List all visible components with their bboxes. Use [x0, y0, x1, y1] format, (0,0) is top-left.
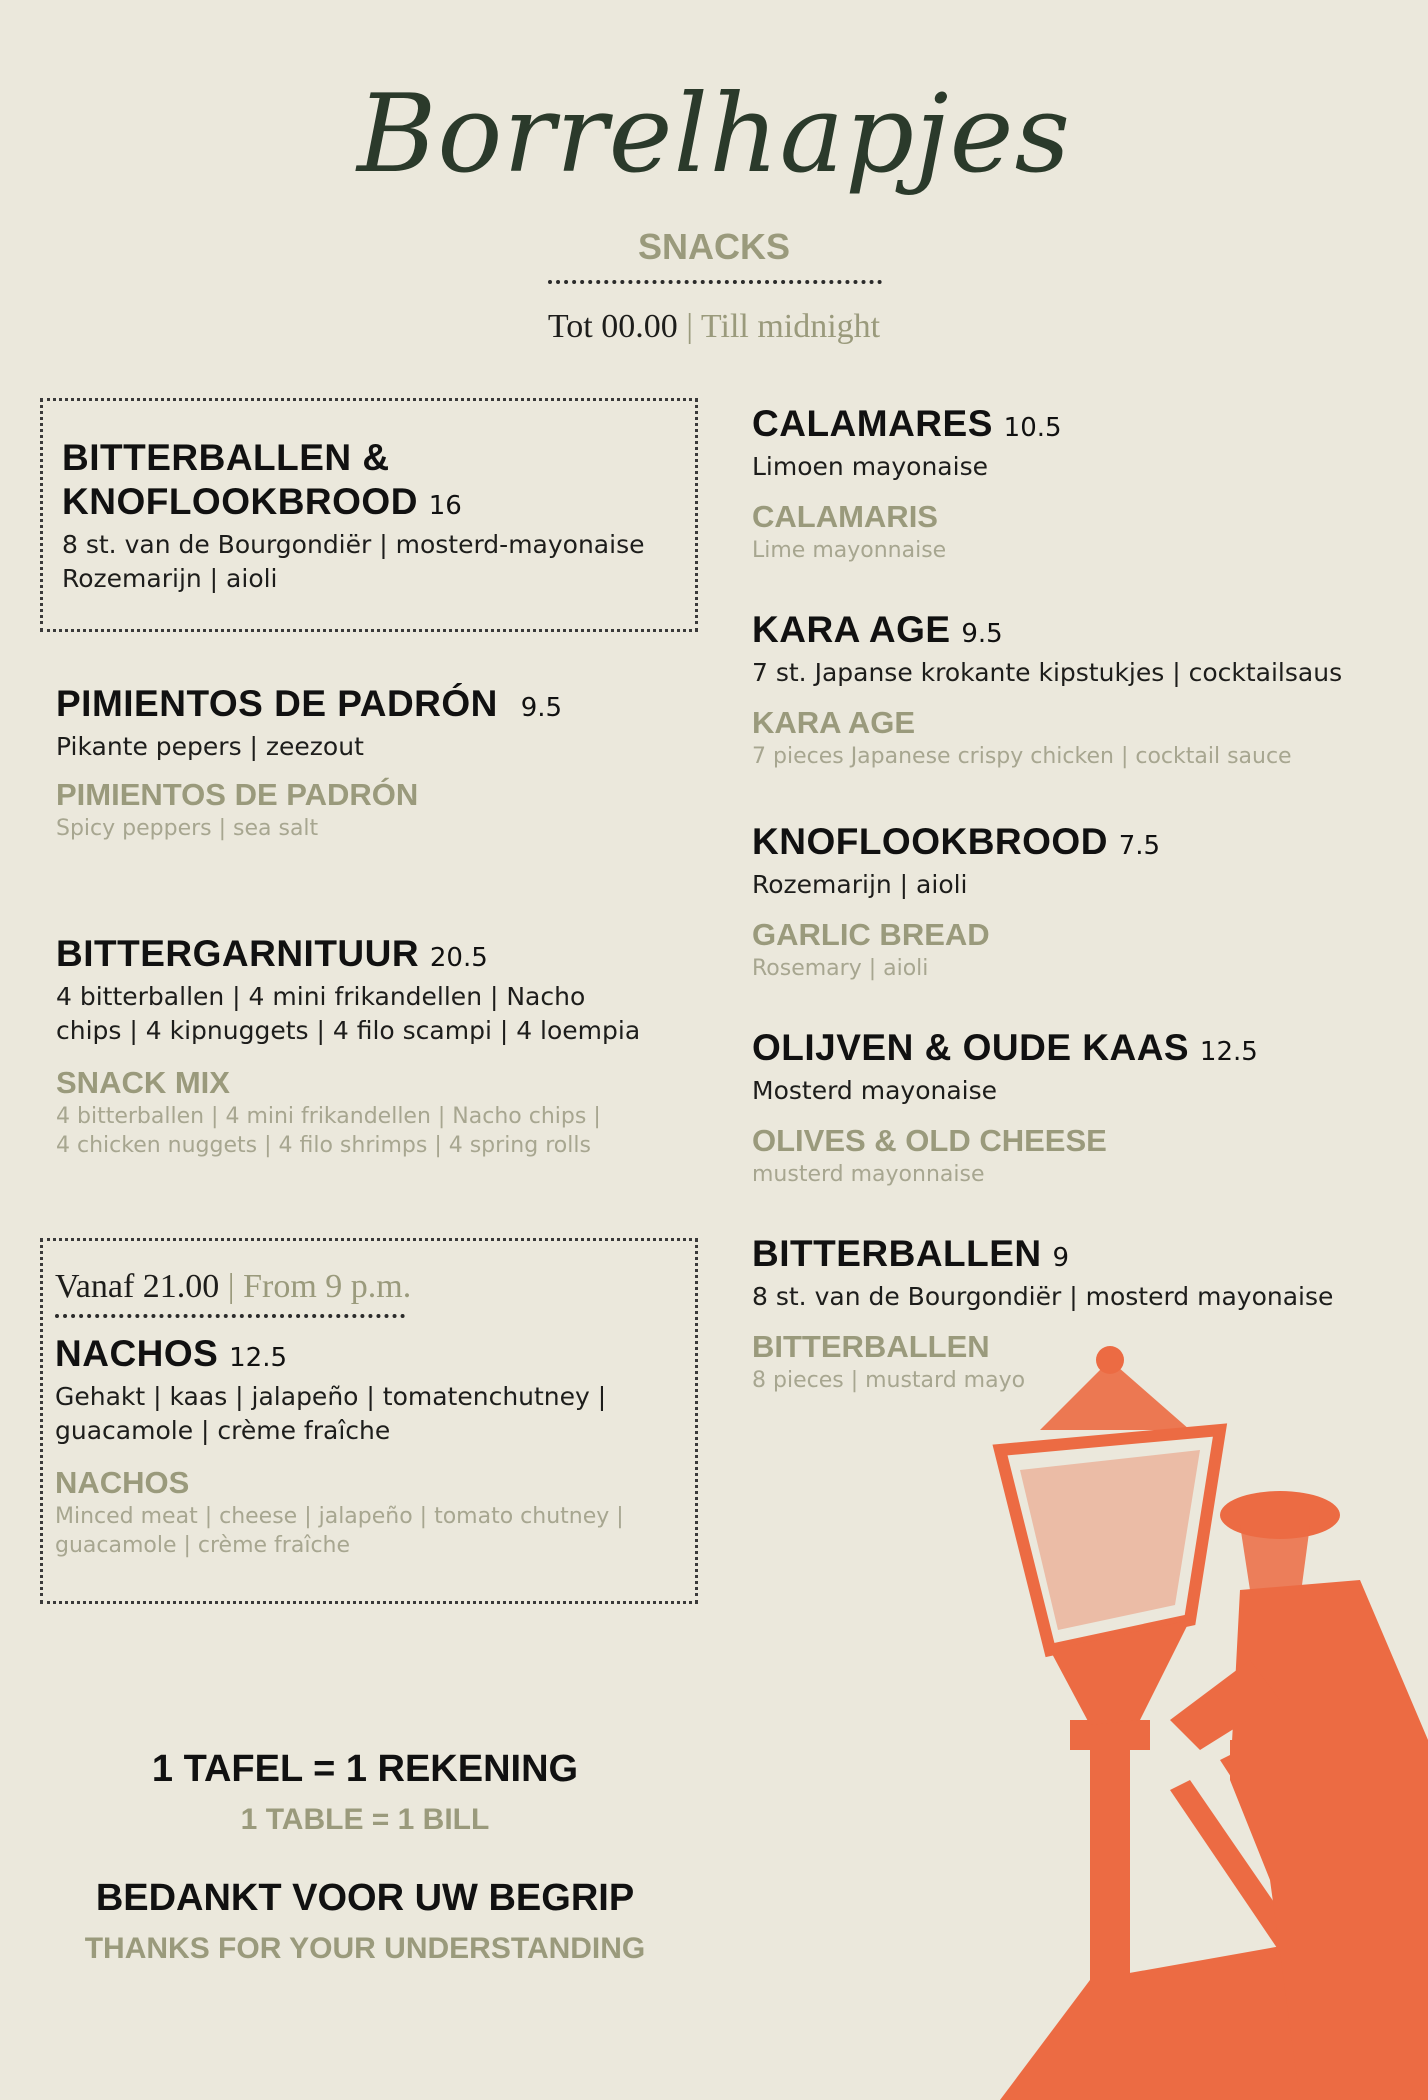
dish-description-en: Spicy peppers | sea salt — [56, 816, 319, 841]
dish-description — [56, 980, 696, 1048]
dish-name-part: KNOFLOOKBROOD — [62, 481, 418, 522]
menu-item-olijven — [752, 1026, 1402, 1189]
dish-price: 12.5 — [229, 1343, 288, 1373]
dish-name-part: PIMIENTOS DE PADRÓN — [56, 683, 498, 724]
menu-item-knoflookbrood — [752, 820, 1402, 983]
dish-name-en: OLIVES & OLD CHEESE — [752, 1123, 1107, 1158]
rule-en: 1 TABLE = 1 BILL — [240, 1803, 490, 1836]
desc-line: 4 chicken nuggets | 4 filo shrimps | 4 spring rolls — [56, 1133, 591, 1158]
dish-description: 8 st. van de Bourgondiër | mosterd mayonaise — [752, 1282, 1334, 1311]
menu-item-bitterballen-knoflookbrood — [62, 436, 682, 596]
menu-item-calamares — [752, 402, 1402, 565]
menu-item-nachos — [55, 1268, 685, 1560]
hours-separator: | — [686, 308, 694, 345]
dish-description-en: musterd mayonnaise — [752, 1162, 985, 1187]
dish-name-part: KNOFLOOKBROOD — [752, 821, 1108, 862]
dish-name-part: KARA AGE — [752, 609, 951, 650]
lamp-post-collar — [1070, 1720, 1150, 1750]
dish-name-en: GARLIC BREAD — [752, 917, 990, 952]
dish-name: BITTERBALLEN & — [62, 437, 390, 478]
desc-line: guacamole | crème fraîche — [55, 1416, 391, 1445]
dish-description: 7 st. Japanse krokante kipstukjes | cocktailsaus — [752, 658, 1343, 687]
desc-line: 4 bitterballen | 4 mini frikandellen | Nacho — [56, 982, 586, 1011]
dish-price: 9.5 — [961, 619, 1003, 649]
dish-name-part: OLIJVEN & OUDE KAAS — [752, 1027, 1190, 1068]
from-time — [55, 1268, 685, 1306]
dish-name — [752, 402, 1402, 450]
dish-name-en: NACHOS — [55, 1465, 190, 1500]
lamplighter-illustration — [940, 1320, 1428, 2100]
dish-name-part: BITTERGARNITUUR — [56, 933, 420, 974]
hours-en: Till midnight — [700, 308, 881, 345]
dish-price: 9 — [1052, 1243, 1069, 1273]
dish-description: Mosterd mayonaise — [752, 1076, 998, 1105]
dish-name — [752, 1026, 1402, 1074]
dish-description — [62, 528, 682, 596]
dish-name — [55, 1332, 685, 1380]
thanks-nl: BEDANKT VOOR UW BEGRIP — [95, 1877, 635, 1919]
from-separator: | — [227, 1268, 235, 1305]
dish-price: 9.5 — [520, 693, 563, 723]
hours-nl: Tot 00.00 — [547, 308, 678, 345]
dish-price: 12.5 — [1199, 1037, 1258, 1067]
dish-name-en: KARA AGE — [752, 705, 916, 740]
dish-description-en — [56, 1102, 696, 1160]
dish-price: 20.5 — [429, 943, 488, 973]
dish-name-en: PIMIENTOS DE PADRÓN — [56, 777, 419, 812]
dish-name-en: CALAMARIS — [752, 499, 938, 534]
dish-name — [752, 608, 1412, 656]
dish-name — [56, 682, 686, 730]
dish-name — [56, 932, 696, 980]
desc-line: 8 st. van de Bourgondiër | mosterd-mayonaise — [62, 530, 645, 559]
dish-description: Pikante pepers | zeezout — [56, 732, 364, 761]
desc-line: guacamole | crème fraîche — [55, 1533, 351, 1558]
dish-price: 16 — [428, 491, 462, 521]
section-heading: SNACKS — [637, 226, 790, 267]
desc-line: 4 bitterballen | 4 mini frikandellen | Nacho chips | — [56, 1104, 601, 1129]
desc-line: Rozemarijn | aioli — [62, 564, 278, 593]
dish-price: 7.5 — [1118, 831, 1161, 861]
thanks-en: THANKS FOR YOUR UNDERSTANDING — [84, 1932, 646, 1965]
dish-name-part: NACHOS — [55, 1333, 219, 1374]
dish-description-en: Rosemary | aioli — [752, 956, 929, 981]
menu-item-pimientos — [56, 682, 686, 843]
lamp-post — [1090, 1740, 1130, 2100]
dish-description: Limoen mayonaise — [752, 452, 988, 481]
dotted-divider — [548, 280, 882, 284]
dish-name — [752, 820, 1402, 868]
dotted-divider — [55, 1314, 405, 1318]
from-en: From 9 p.m. — [243, 1268, 412, 1305]
dish-price: 10.5 — [1003, 413, 1062, 443]
dish-name-part: CALAMARES — [752, 403, 993, 444]
lantern-base — [1050, 1620, 1190, 1725]
rule-nl: 1 TAFEL = 1 REKENING — [151, 1748, 579, 1790]
dish-name-en: SNACK MIX — [56, 1065, 230, 1100]
from-nl: Vanaf 21.00 — [55, 1268, 220, 1305]
dish-description-en: 8 pieces | mustard mayo — [752, 1368, 1026, 1393]
page-title: Borrelhapjes — [357, 72, 1071, 197]
opening-hours — [0, 308, 1428, 346]
tool-box — [1230, 1740, 1340, 1780]
dish-description-en — [55, 1502, 685, 1560]
desc-line: Minced meat | cheese | jalapeño | tomato chutney | — [55, 1504, 624, 1529]
dish-name-part: BITTERBALLEN — [752, 1233, 1042, 1274]
dish-name — [752, 1232, 1402, 1280]
desc-line: chips | 4 kipnuggets | 4 filo scampi | 4 loempia — [56, 1016, 641, 1045]
footer-notice — [40, 1748, 690, 1966]
dish-name-en: BITTERBALLEN — [752, 1329, 990, 1364]
menu-item-bittergarnituur — [56, 932, 696, 1160]
dish-description — [55, 1380, 685, 1448]
dish-description: Rozemarijn | aioli — [752, 870, 968, 899]
lantern-glass — [1020, 1450, 1200, 1630]
desc-line: Gehakt | kaas | jalapeño | tomatenchutney | — [55, 1382, 607, 1411]
lantern-finial — [1096, 1346, 1124, 1374]
menu-item-kara-age — [752, 608, 1412, 771]
dish-name-line2 — [62, 480, 682, 528]
dish-description-en: Lime mayonnaise — [752, 538, 947, 563]
dish-description-en: 7 pieces Japanese crispy chicken | cocktail sauce — [752, 744, 1292, 769]
